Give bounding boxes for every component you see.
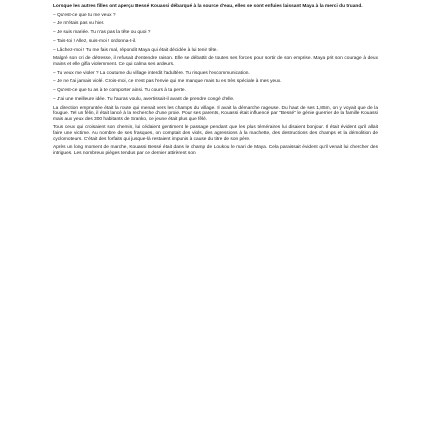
body-paragraph: Malgré son cri de détresse, il refusait d'entendre raison. Elle se débattit de toutes ses forces pour sortir de son emprise. Maya prit son courage à deux mains et elle gifla violemment. Ce qui calma ses ardeurs. bbox=[53, 56, 378, 67]
body-paragraph: La direction empruntée était la route qui menait vers les champs du village. Il avait la démarche rageuse. Du haut de ses 1,85m, on y voyait que de la fougue. Tel un félin, il était lancé à la recherche d'une proie. Pour ses parents, Kouassi était influencé par "Bessé" le génie guerrier de la famille Kouassi mais aux yeux des 300 habitants de Sranko, ce jeune était plus que fêlé. bbox=[53, 105, 378, 122]
dialogue-line: – Lâchez-moi ! Tu me fais mal, répondit Maya qui était décidée à lui tenir tête. bbox=[53, 47, 218, 53]
body-paragraph: Tous ceux qui croisaient son chemin, lui cédaient gentiment le passage pendant que les plus téméraires lui disaient bonjour. Il était évident qu'il allait faire une victime. Au nombre de ses frasques, on comptait des viols, des agressions à la machette, des destructions des champs et la démolition de cyclomoteurs. C'était des forfaits qui jusque-là restaient impunis à cause du titre de son père. bbox=[53, 125, 378, 142]
dialogue-line: – Qu'est-ce que tu as à te comporter ainsi. Tu cours à ta perte. bbox=[53, 88, 186, 94]
dialogue-line: – Je m'étais pas vu hier. bbox=[53, 21, 105, 27]
dialogue-line: – Je suis mariée. Tu n'as pas la tête ou quoi ? bbox=[53, 30, 151, 36]
body-paragraph: Après un long moment de marche, Kouassi Bessé était dans le champ de Loukou le mari de Maya. Cela paraissait évident qu'il venait lui chercher des intrigues. Les nombreux pièges tendus par ce dernier attirèrent son bbox=[53, 145, 378, 156]
dialogue-line: – Je ne t'ai jamais violé. Crois-moi, ce n'est pas l'envie qui me manque mais tu es très spéciale à mes yeux. bbox=[53, 79, 282, 85]
dialogue-line: – Tais-toi ! Allez, suis-moi ! ordonna-t-il. bbox=[53, 38, 137, 44]
dialogue-line: – J'ai une meilleure idée. Tu l'auras voulu, avertissait-il avant de prendre congé d'elle. bbox=[53, 96, 235, 102]
dialogue-line: – Tu veux me violer ? La coutume du village interdit l'adultère. Tu risques l'excommunication. bbox=[53, 70, 250, 76]
intro-paragraph: Lorsque les autres filles ont aperçu Bessé Kouassi débarqué à la source d'eau, elles se sont enfuies laissant Maya à la merci du truand. bbox=[53, 4, 363, 9]
dialogue-line: – Qu'est-ce que tu me veux ? bbox=[53, 12, 116, 18]
